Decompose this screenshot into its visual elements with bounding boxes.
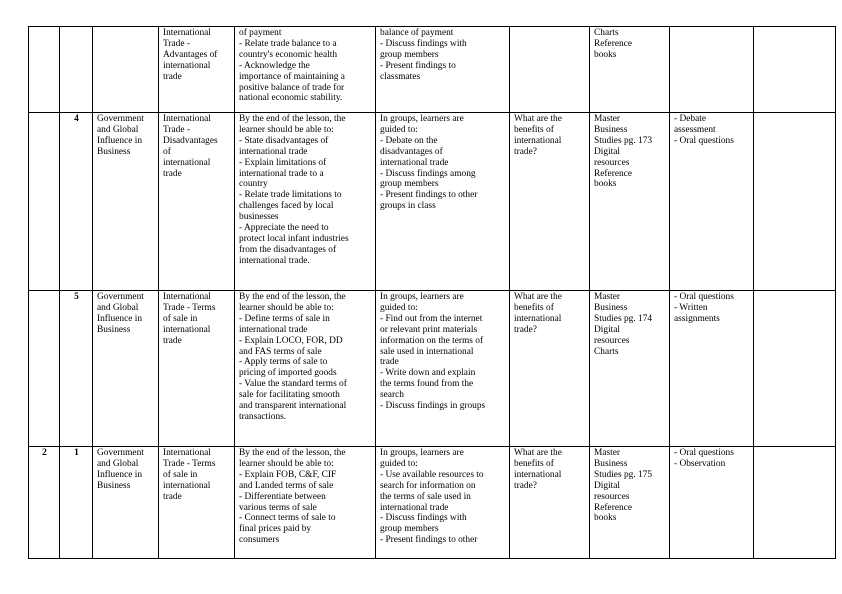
key-inquiry-question-line: benefits of — [514, 124, 554, 135]
learning-outcomes-line: country's economic health — [239, 49, 338, 60]
learning-experiences-line: - Present findings to other — [380, 535, 478, 546]
sub-strand-line: trade — [163, 491, 182, 502]
learning-resources-line: Reference — [594, 502, 632, 513]
learning-outcomes-line: international trade — [239, 146, 308, 157]
sub-strand-line: Trade - — [163, 124, 190, 135]
learning-experiences-cell — [376, 27, 510, 113]
learning-outcomes-line: transactions. — [239, 411, 287, 422]
learning-experiences-line: In groups, learners are — [380, 448, 464, 458]
strand-line: Influence in — [97, 313, 143, 324]
learning-resources-line: books — [594, 49, 617, 60]
sub-strand-cell — [159, 291, 235, 447]
sub-strand-line: International — [163, 28, 211, 38]
sub-strand-line: trade — [163, 168, 182, 179]
learning-outcomes-line: international trade to a — [239, 168, 324, 179]
table-row — [29, 27, 836, 113]
assessment-line: assessment — [674, 124, 716, 135]
learning-resources-line: Business — [594, 124, 628, 135]
learning-resources-line: Reference — [594, 38, 632, 49]
learning-experiences-line: group members — [380, 49, 439, 60]
learning-experiences-cell — [376, 113, 510, 291]
learning-outcomes-line: protect local infant industries — [239, 233, 349, 244]
learning-outcomes-line: learner should be able to: — [239, 458, 334, 469]
strand-line: and Global — [97, 302, 139, 313]
learning-resources-line: Reference — [594, 168, 632, 179]
key-inquiry-question-line: benefits of — [514, 458, 554, 469]
learning-outcomes-line: - Relate trade balance to a — [239, 38, 337, 49]
learning-outcomes-line: sale for facilitating smooth — [239, 390, 340, 401]
learning-outcomes-line: international trade. — [239, 255, 310, 266]
learning-outcomes-line: - Explain limitations of — [239, 157, 327, 168]
assessment-cell — [670, 27, 754, 113]
sub-strand-line: Advantages of — [163, 49, 218, 60]
key-inquiry-question-line: What are the — [514, 292, 562, 302]
learning-outcomes-line: - Relate trade limitations to — [239, 190, 342, 201]
learning-experiences-line: groups in class — [380, 201, 436, 212]
learning-outcomes-line: national economic stability. — [239, 93, 343, 104]
learning-outcomes-line: challenges faced by local — [239, 201, 334, 212]
learning-resources-line: Master — [594, 114, 621, 124]
learning-experiences-line: sale used in international — [380, 346, 474, 357]
key-inquiry-question-cell — [510, 113, 590, 291]
learning-experiences-line: - Discuss findings in groups — [380, 401, 486, 412]
sub-strand-line: Trade - Terms — [163, 458, 216, 469]
learning-experiences-line: guided to: — [380, 124, 418, 135]
learning-outcomes-line: from the disadvantages of — [239, 244, 337, 255]
learning-experiences-line: balance of payment — [380, 28, 454, 38]
sub-strand-line: trade — [163, 335, 182, 346]
learning-experiences-line: disadvantages of — [380, 146, 443, 157]
lesson-cell: 5 — [60, 291, 93, 447]
learning-experiences-line: trade — [380, 357, 399, 368]
lesson-cell: 1 — [60, 447, 93, 559]
scheme-of-work-table — [28, 26, 836, 559]
sub-strand-cell — [159, 447, 235, 559]
week-cell — [29, 27, 60, 113]
strand-line: Business — [97, 146, 131, 157]
table-row — [29, 291, 836, 447]
learning-outcomes-line: final prices paid by — [239, 524, 312, 535]
learning-outcomes-line: learner should be able to: — [239, 302, 334, 313]
learning-experiences-line: - Present findings to other — [380, 190, 478, 201]
learning-outcomes-line: country — [239, 179, 268, 190]
strand-line: Government — [97, 114, 144, 124]
key-inquiry-question-line: trade? — [514, 324, 537, 335]
learning-resources-cell — [590, 113, 670, 291]
learning-resources-line: Charts — [594, 28, 619, 38]
learning-outcomes-cell — [235, 447, 376, 559]
sub-strand-cell — [159, 27, 235, 113]
learning-experiences-line: international trade — [380, 157, 449, 168]
sub-strand-line: Trade - Terms — [163, 302, 216, 313]
learning-resources-cell — [590, 291, 670, 447]
strand-cell — [93, 447, 159, 559]
learning-outcomes-line: of payment — [239, 28, 282, 38]
key-inquiry-question-line: international — [514, 469, 562, 480]
learning-outcomes-line: pricing of imported goods — [239, 368, 337, 379]
strand-line: Business — [97, 324, 131, 335]
reflection-cell — [754, 113, 836, 291]
learning-outcomes-line: - Define terms of sale in — [239, 313, 330, 324]
learning-experiences-cell — [376, 447, 510, 559]
lesson-cell: 4 — [60, 113, 93, 291]
learning-outcomes-line: and Landed terms of sale — [239, 480, 334, 491]
learning-resources-line: books — [594, 513, 617, 524]
learning-resources-line: Business — [594, 458, 628, 469]
learning-experiences-cell — [376, 291, 510, 447]
key-inquiry-question-cell — [510, 27, 590, 113]
learning-outcomes-line: - Appreciate the need to — [239, 223, 329, 234]
learning-experiences-line: - Discuss findings with — [380, 513, 467, 524]
learning-outcomes-line: - Acknowledge the — [239, 60, 310, 71]
learning-experiences-line: - Find out from the internet — [380, 313, 483, 324]
key-inquiry-question-line: What are the — [514, 114, 562, 124]
learning-experiences-line: guided to: — [380, 458, 418, 469]
sub-strand-cell — [159, 113, 235, 291]
assessment-cell — [670, 447, 754, 559]
learning-resources-cell — [590, 27, 670, 113]
assessment-line: - Oral questions — [674, 448, 734, 458]
strand-line: Business — [97, 480, 131, 491]
learning-resources-line: Studies pg. 173 — [594, 135, 653, 146]
learning-experiences-line: the terms of sale used in — [380, 491, 471, 502]
learning-experiences-line: - Debate on the — [380, 135, 438, 146]
learning-resources-line: Digital — [594, 146, 621, 157]
table-body — [29, 27, 836, 559]
learning-outcomes-cell — [235, 27, 376, 113]
reflection-cell — [754, 291, 836, 447]
sub-strand-line: International — [163, 114, 211, 124]
assessment-cell — [670, 113, 754, 291]
assessment-line: assignments — [674, 313, 720, 324]
sub-strand-line: international — [163, 480, 211, 491]
learning-resources-line: resources — [594, 335, 630, 346]
learning-outcomes-line: various terms of sale — [239, 502, 317, 513]
learning-experiences-line: or relevant print materials — [380, 324, 478, 335]
sub-strand-line: of — [163, 146, 171, 157]
learning-experiences-line: - Present findings to — [380, 60, 456, 71]
learning-outcomes-cell — [235, 113, 376, 291]
assessment-line: - Oral questions — [674, 135, 734, 146]
sub-strand-line: of sale in — [163, 469, 198, 480]
learning-outcomes-line: consumers — [239, 535, 280, 546]
learning-resources-line: books — [594, 179, 617, 190]
key-inquiry-question-cell — [510, 291, 590, 447]
strand-line: Influence in — [97, 135, 143, 146]
learning-outcomes-line: By the end of the lesson, the — [239, 114, 346, 124]
learning-outcomes-line: By the end of the lesson, the — [239, 292, 346, 302]
learning-resources-line: Digital — [594, 324, 621, 335]
learning-experiences-line: classmates — [380, 71, 421, 82]
learning-outcomes-line: and FAS terms of sale — [239, 346, 322, 357]
learning-experiences-line: international trade — [380, 502, 449, 513]
key-inquiry-question-line: benefits of — [514, 302, 554, 313]
strand-line: and Global — [97, 458, 139, 469]
learning-experiences-line: search for information on — [380, 480, 476, 491]
learning-experiences-line: the terms found from the — [380, 379, 474, 390]
learning-experiences-line: - Use available resources to — [380, 469, 484, 480]
learning-outcomes-line: - Differentiate between — [239, 491, 326, 502]
week-cell — [29, 291, 60, 447]
sub-strand-line: Trade - — [163, 38, 190, 49]
learning-resources-line: resources — [594, 491, 630, 502]
lesson-cell — [60, 27, 93, 113]
strand-line: Government — [97, 292, 144, 302]
sub-strand-line: International — [163, 448, 211, 458]
learning-resources-line: Charts — [594, 346, 619, 357]
learning-outcomes-line: - Explain FOB, C&F, CIF — [239, 469, 337, 480]
learning-resources-line: Master — [594, 448, 621, 458]
table-row — [29, 113, 836, 291]
learning-resources-line: Digital — [594, 480, 621, 491]
learning-outcomes-line: learner should be able to: — [239, 124, 334, 135]
learning-outcomes-line: importance of maintaining a — [239, 71, 345, 82]
assessment-line: - Written — [674, 302, 708, 313]
learning-experiences-line: guided to: — [380, 302, 418, 313]
sub-strand-line: of sale in — [163, 313, 198, 324]
strand-cell — [93, 113, 159, 291]
sub-strand-line: Disadvantages — [163, 135, 218, 146]
key-inquiry-question-line: trade? — [514, 146, 537, 157]
sub-strand-line: international — [163, 157, 211, 168]
learning-experiences-line: - Write down and explain — [380, 368, 476, 379]
assessment-cell — [670, 291, 754, 447]
learning-experiences-line: - Discuss findings with — [380, 38, 467, 49]
learning-outcomes-cell — [235, 291, 376, 447]
sub-strand-line: International — [163, 292, 211, 302]
learning-outcomes-line: - Apply terms of sale to — [239, 357, 328, 368]
strand-cell — [93, 291, 159, 447]
learning-outcomes-line: international trade — [239, 324, 308, 335]
table-row — [29, 447, 836, 559]
learning-experiences-line: - Discuss findings among — [380, 168, 476, 179]
learning-outcomes-line: - Value the standard terms of — [239, 379, 347, 390]
learning-outcomes-line: businesses — [239, 212, 279, 223]
learning-resources-cell — [590, 447, 670, 559]
learning-outcomes-line: positive balance of trade for — [239, 82, 345, 93]
assessment-line: - Oral questions — [674, 292, 734, 302]
learning-experiences-line: information on the terms of — [380, 335, 484, 346]
assessment-line: - Debate — [674, 114, 707, 124]
sub-strand-line: international — [163, 324, 211, 335]
learning-resources-line: Business — [594, 302, 628, 313]
learning-experiences-line: search — [380, 390, 404, 401]
key-inquiry-question-line: What are the — [514, 448, 562, 458]
learning-experiences-line: In groups, learners are — [380, 292, 464, 302]
learning-resources-line: Master — [594, 292, 621, 302]
assessment-line: - Observation — [674, 458, 726, 469]
strand-cell — [93, 27, 159, 113]
strand-line: and Global — [97, 124, 139, 135]
learning-resources-line: resources — [594, 157, 630, 168]
sub-strand-line: international — [163, 60, 211, 71]
learning-resources-line: Studies pg. 174 — [594, 313, 653, 324]
learning-outcomes-line: By the end of the lesson, the — [239, 448, 346, 458]
key-inquiry-question-line: international — [514, 135, 562, 146]
key-inquiry-question-line: international — [514, 313, 562, 324]
learning-outcomes-line: - Explain LOCO, FOR, DD — [239, 335, 343, 346]
strand-line: Influence in — [97, 469, 143, 480]
key-inquiry-question-line: trade? — [514, 480, 537, 491]
key-inquiry-question-cell — [510, 447, 590, 559]
week-cell: 2 — [29, 447, 60, 559]
learning-resources-line: Studies pg. 175 — [594, 469, 653, 480]
strand-line: Government — [97, 448, 144, 458]
learning-outcomes-line: and transparent international — [239, 401, 347, 412]
reflection-cell — [754, 447, 836, 559]
learning-experiences-line: In groups, learners are — [380, 114, 464, 124]
reflection-cell — [754, 27, 836, 113]
learning-experiences-line: group members — [380, 524, 439, 535]
sub-strand-line: trade — [163, 71, 182, 82]
learning-outcomes-line: - Connect terms of sale to — [239, 513, 336, 524]
learning-experiences-line: group members — [380, 179, 439, 190]
learning-outcomes-line: - State disadvantages of — [239, 135, 329, 146]
week-cell — [29, 113, 60, 291]
